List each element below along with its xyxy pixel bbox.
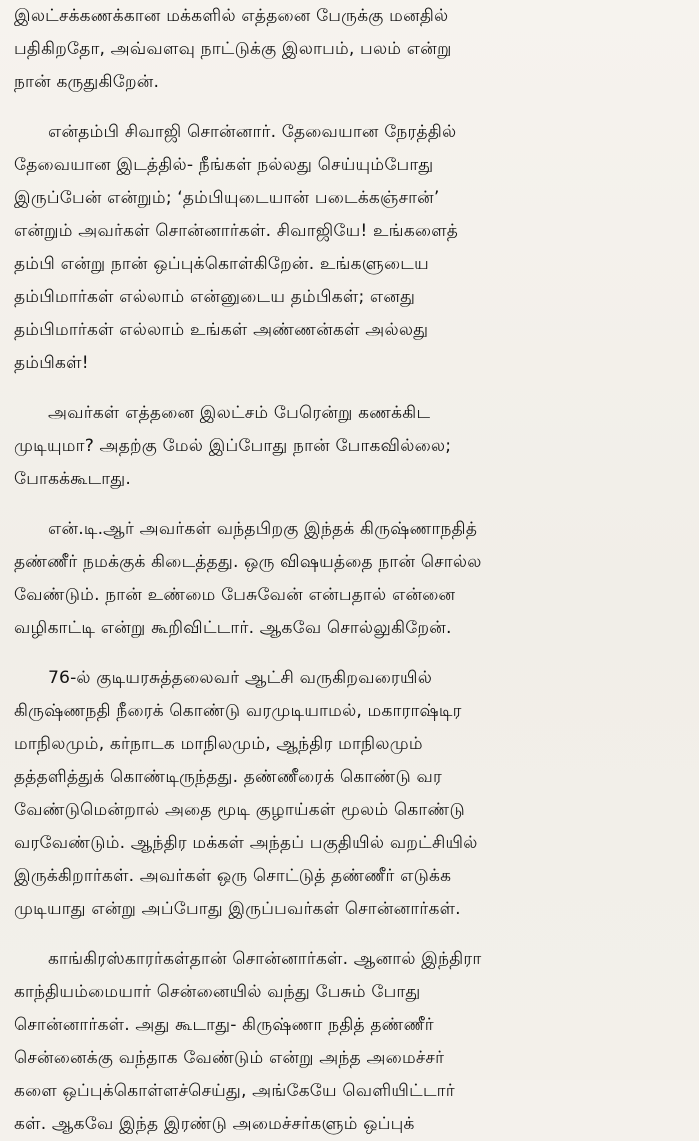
paragraph-line: வரவேண்டும். ஆந்திர மக்கள் அந்தப் பகுதியில் வறட்சியில் <box>14 833 478 853</box>
paragraph-line: அவர்கள் எத்தனை இலட்சம் பேரென்று கணக்கிட <box>48 403 431 423</box>
paragraph-line: தம்பிமார்கள் எல்லாம் என்னுடைய தம்பிகள்; எனது <box>14 287 416 307</box>
paragraph-line: நான் கருதுகிறேன். <box>14 72 160 92</box>
paragraph-line: வேண்டுமென்றால் அதை மூடி குழாய்கள் மூலம் கொண்டு <box>14 800 465 820</box>
paragraph-2 <box>14 116 689 380</box>
paragraph-line: வழிகாட்டி என்று கூறிவிட்டார். ஆகவே சொல்லுகிறேன். <box>14 618 452 638</box>
paragraph-line: போகக்கூடாது. <box>14 469 131 489</box>
paragraph-line: கிருஷ்ணநதி நீரைக் கொண்டு வரமுடியாமல், மகாராஷ்டிர <box>14 701 462 721</box>
paragraph-line: காந்தியம்மையார் சென்னையில் வந்து பேசும் போது <box>14 982 421 1002</box>
paragraph-line: தம்பி என்று நான் ஒப்புக்கொள்கிறேன். உங்களுடைய <box>14 254 429 274</box>
paragraph-line: முடியுமா? அதற்கு மேல் இப்போது நான் போகவில்லை; <box>14 436 452 456</box>
paragraph-line: 76-ல் குடியரசுத்தலைவர் ஆட்சி வருகிறவரையில் <box>48 668 433 688</box>
paragraph-line: மாநிலமும், கர்நாடக மாநிலமும், ஆந்திர மாநிலமும் <box>14 734 423 754</box>
paragraph-line: சொன்னார்கள். அது கூடாது- கிருஷ்ணா நதித் தண்ணீர் <box>14 1015 434 1035</box>
paragraph-line: பதிகிறதோ, அவ்வளவு நாட்டுக்கு இலாபம், பலம் என்று <box>14 39 452 59</box>
paragraph-1 <box>14 0 689 99</box>
paragraph-line: இலட்சக்கணக்கான மக்களில் எத்தனை பேருக்கு மனதில் <box>14 6 449 26</box>
paragraph-line: என்.டி.ஆர் அவர்கள் வந்தபிறகு இந்தக் கிருஷ்ணாநதித் <box>48 519 478 539</box>
paragraph-line: களை ஒப்புக்கொள்ளச்செய்து, அங்கேயே வெளியிட்டார் <box>14 1081 455 1101</box>
paragraph-line: இருப்பேன் என்றும்; ‘தம்பியுடையான் படைக்கஞ்சான்’ <box>14 188 440 208</box>
paragraph-line: வேண்டும். நான் உண்மை பேசுவேன் என்பதால் என்னை <box>14 585 456 605</box>
paragraph-line: என்தம்பி சிவாஜி சொன்னார். தேவையான நேரத்தில் <box>48 122 457 142</box>
paragraph-line: தம்பிகள்! <box>14 353 89 373</box>
paragraph-line: சென்னைக்கு வந்தாக வேண்டும் என்று அந்த அமைச்சர் <box>14 1048 445 1068</box>
paragraph-line: தம்பிமார்கள் எல்லாம் உங்கள் அண்ணன்கள் அல்லது <box>14 320 429 340</box>
paragraph-line: கள். ஆகவே இந்த இரண்டு அமைச்சர்களும் ஒப்புக் <box>14 1114 415 1134</box>
paragraph-3 <box>14 397 689 496</box>
paragraph-line: தத்தளித்துக் கொண்டிருந்தது. தண்ணீரைக் கொண்டு வர <box>14 767 442 787</box>
paragraph-line: இருக்கிறார்கள். அவர்கள் ஒரு சொட்டுத் தண்ணீர் எடுக்க <box>14 866 452 886</box>
paragraph-line: தண்ணீர் நமக்குக் கிடைத்தது. ஒரு விஷயத்தை நான் சொல்ல <box>14 552 482 572</box>
paragraph-6 <box>14 943 689 1141</box>
paragraph-line: தேவையான இடத்தில்- நீங்கள் நல்லது செய்யும்போது <box>14 155 434 175</box>
paragraph-4 <box>14 513 689 645</box>
paragraph-line: என்றும் அவர்கள் சொன்னார்கள். சிவாஜியே! உங்களைத் <box>14 221 459 241</box>
paragraph-line: முடியாது என்று அப்போது இருப்பவர்கள் சொன்னார்கள். <box>14 899 461 919</box>
paragraph-line: காங்கிரஸ்காரர்கள்தான் சொன்னார்கள். ஆனால் இந்திரா <box>48 949 482 969</box>
paragraph-5 <box>14 662 689 926</box>
